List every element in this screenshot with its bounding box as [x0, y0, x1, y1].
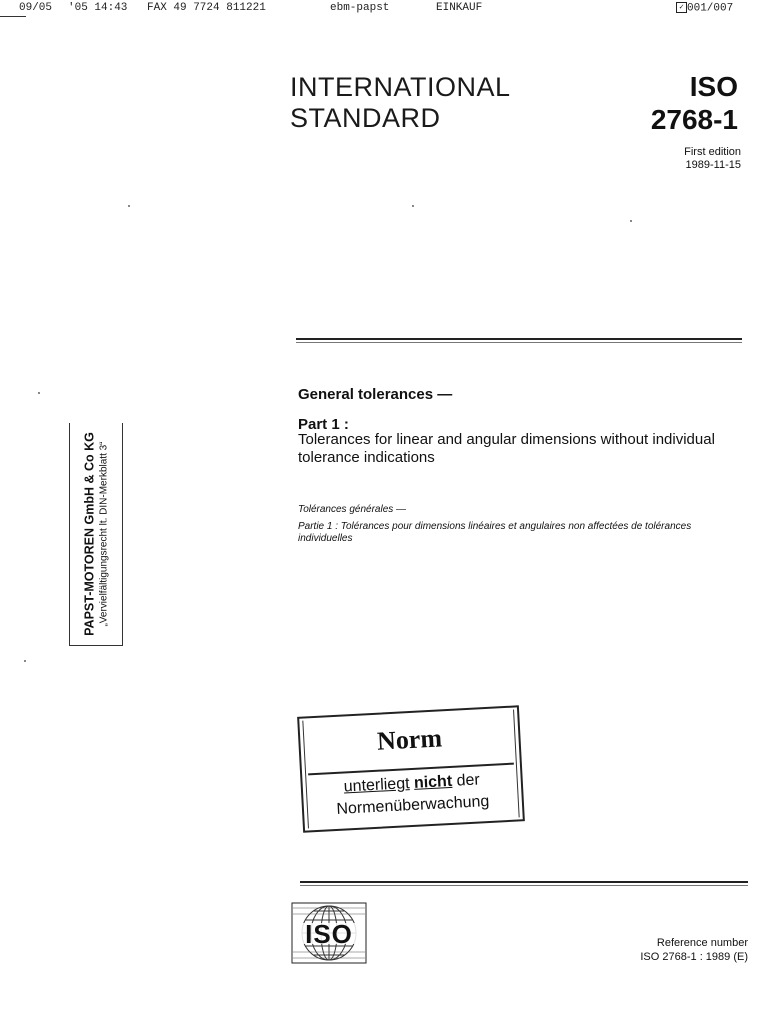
fax-department: EINKAUF — [436, 2, 483, 14]
fax-underline — [0, 16, 26, 17]
scan-speck — [38, 392, 40, 394]
fax-year-time: '05 14:43 — [68, 2, 128, 14]
standard-code — [651, 70, 738, 136]
stamp-company-name: PAPST-MOTOREN GmbH & Co KG — [82, 432, 97, 636]
standard-org: ISO — [689, 71, 738, 102]
fax-date: 09/05 — [19, 2, 53, 14]
fax-header — [0, 2, 768, 18]
part-1-heading: Part 1 : — [298, 416, 349, 433]
title-line-2: STANDARD — [290, 103, 441, 133]
reference-number-block — [640, 936, 748, 964]
standard-number: 2768-1 — [650, 104, 738, 135]
title-line-1: INTERNATIONAL — [290, 72, 511, 102]
scan-speck — [412, 205, 414, 207]
separator-rule-bottom-thin — [300, 885, 748, 886]
fax-number: FAX 49 7724 811221 — [147, 2, 266, 14]
scan-speck — [24, 660, 26, 662]
separator-rule-top-thin — [296, 342, 742, 343]
scan-speck — [630, 220, 632, 222]
iso-logo-text: ISO — [305, 919, 353, 949]
separator-rule-top — [296, 338, 742, 340]
document-title — [290, 72, 511, 134]
separator-rule-bottom — [300, 881, 748, 883]
fax-checkbox-icon: ✓ — [676, 2, 687, 13]
scan-speck — [128, 205, 130, 207]
edition-date: 1989-11-15 — [685, 159, 741, 171]
edition-block — [684, 146, 741, 172]
french-part-title: Partie 1 : Tolérances pour dimensions linéaires et angulaires non affectées de tolérances individuelles — [298, 521, 692, 544]
part-1-description: Tolerances for linear and angular dimensions without individual tolerance indications — [298, 431, 715, 466]
stamp-copy-note: „Vervielfältigungsrecht lt. DIN-Merkblatt 3“ — [98, 441, 110, 627]
fax-page — [676, 2, 733, 14]
norm-stamp — [297, 705, 525, 832]
iso-globe-logo-icon — [291, 902, 367, 964]
french-general-title: Tolérances générales — — [298, 504, 407, 515]
norm-stamp-title: Norm — [376, 723, 443, 756]
norm-stamp-suffix: der — [456, 771, 481, 790]
norm-stamp-prefix: unterliegt — [343, 775, 410, 796]
general-tolerances-heading: General tolerances — — [298, 386, 453, 403]
company-stamp — [69, 423, 123, 646]
reference-value: ISO 2768-1 : 1989 (E) — [640, 951, 748, 963]
norm-stamp-line-2: Normenüberwachung — [336, 792, 490, 818]
reference-label: Reference number — [656, 937, 748, 949]
fax-page-number: 001/007 — [687, 2, 734, 15]
fax-company: ebm-papst — [330, 2, 390, 14]
edition-label: First edition — [684, 146, 741, 158]
norm-stamp-bold: nicht — [413, 772, 453, 792]
